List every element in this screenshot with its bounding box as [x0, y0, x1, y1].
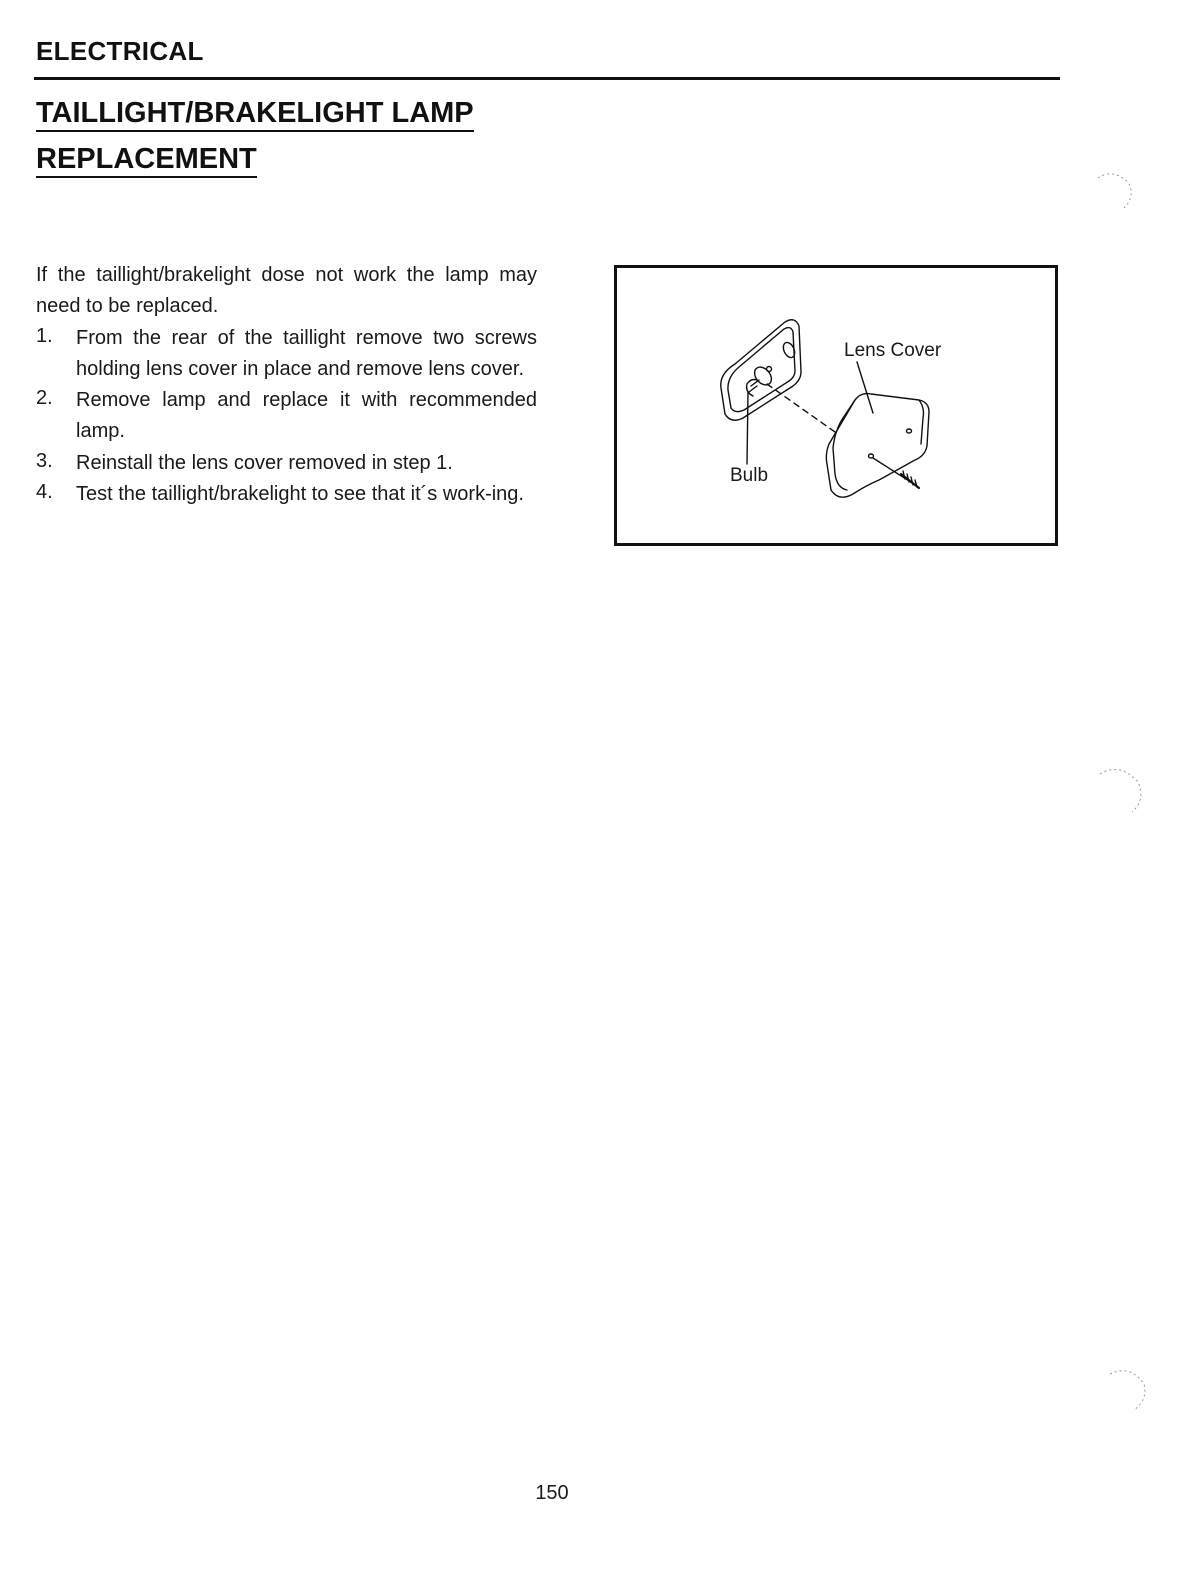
- housing-inner-rim: [728, 328, 795, 412]
- step-number: 2.: [36, 387, 53, 410]
- step-number: 3.: [36, 449, 53, 472]
- step-text: Remove lamp and replace it with recommended lamp.: [76, 389, 537, 443]
- step-text: From the rear of the taillight remove two screws holding lens cover in place and remove lens cover.: [76, 326, 537, 380]
- lens-cover-leader: [857, 362, 873, 413]
- taillight-figure: [614, 265, 1058, 546]
- title-line-2: REPLACEMENT: [36, 142, 257, 178]
- page-number: 150: [535, 1482, 569, 1504]
- punch-hole-mark: [1098, 174, 1131, 208]
- punch-hole-mark: [1110, 1371, 1145, 1410]
- list-item: [36, 323, 537, 386]
- section-label: ELECTRICAL: [36, 36, 204, 66]
- taillight-housing: [721, 320, 801, 421]
- lens-cover-edge: [833, 400, 855, 490]
- lens-cover-label: Lens Cover: [844, 340, 942, 361]
- list-item: [36, 448, 537, 479]
- step-text: Test the taillight/brakelight to see that it´s work-ing.: [76, 483, 524, 506]
- step-text: Reinstall the lens cover removed in step 1.: [76, 451, 453, 474]
- step-number: 1.: [36, 324, 53, 347]
- step-number: 4.: [36, 481, 53, 504]
- header-rule: [34, 77, 1060, 80]
- bulb-leader: [747, 392, 748, 464]
- list-item: [36, 385, 537, 448]
- instructions: [36, 260, 537, 510]
- page-title: [36, 92, 556, 184]
- punch-hole-mark: [1100, 770, 1141, 813]
- title-line-1: TAILLIGHT/BRAKELIGHT LAMP: [36, 96, 474, 132]
- intro-paragraph: If the taillight/brakelight dose not work the lamp may need to be replaced.: [36, 264, 537, 318]
- bulb-label: Bulb: [730, 465, 769, 486]
- steps-list: [36, 323, 537, 511]
- list-item: [36, 479, 537, 510]
- lens-cover-outline: [826, 394, 929, 498]
- taillight-diagram: [617, 268, 1055, 543]
